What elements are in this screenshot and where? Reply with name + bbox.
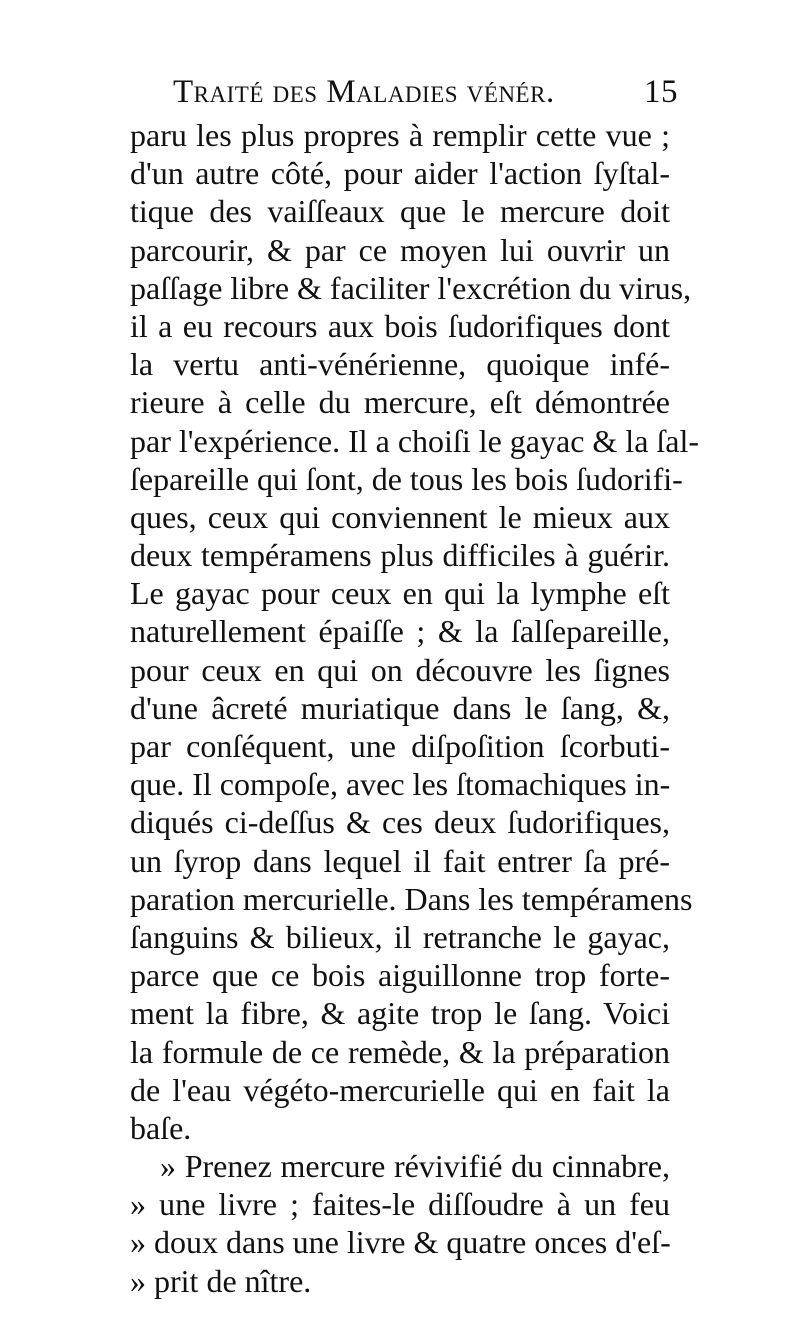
text-line: parcourir, & par ce moyen lui ouvrir un <box>130 231 670 268</box>
text-line: ſepareille qui ſont, de tous les bois ſudorifi- <box>130 460 683 497</box>
text-line: un ſyrop dans lequel il fait entrer ſa pré- <box>130 842 670 879</box>
text-line: d'une âcreté muriatique dans le ſang, &, <box>130 689 670 726</box>
text-line: deux tempéramens plus difficiles à guérir. <box>130 537 670 574</box>
text-line: paration mercurielle. Dans les tempéramens <box>130 880 693 917</box>
text-line: il a eu recours aux bois ſudorifiques dont <box>130 307 670 344</box>
text-line: par l'expérience. Il a choiſi le gayac & la ſal- <box>130 422 700 459</box>
text-line: paſſage libre & faciliter l'excrétion du virus, <box>130 269 692 306</box>
text-line: la formule de ce remède, & la préparation <box>130 1033 670 1070</box>
text-line: de l'eau végéto-mercurielle qui en fait la <box>130 1071 670 1108</box>
text-line: d'un autre côté, pour aider l'action ſyſtal- <box>130 155 670 192</box>
text-line: que. Il compoſe, avec les ſtomachiques in- <box>130 766 671 803</box>
text-line: la vertu anti-vénérienne, quoique infé- <box>130 346 670 383</box>
text-line: parce que ce bois aiguillonne trop forte- <box>130 957 670 994</box>
running-head-title: Traité des Maladies vénér. <box>173 74 555 110</box>
text-line: ment la fibre, & agite trop le ſang. Voici <box>130 995 670 1032</box>
running-head <box>173 74 678 114</box>
quote-line: » prit de nître. <box>130 1262 312 1299</box>
text-line: naturellement épaiſſe ; & la ſalſepareille, <box>130 613 670 650</box>
page-number: 15 <box>644 74 678 110</box>
text-line: diqués ci-deſſus & ces deux ſudorifiques, <box>130 804 670 841</box>
text-line: ſanguins & bilieux, il retranche le gayac, <box>130 918 670 955</box>
text-line: pour ceux en qui on découvre les ſignes <box>130 651 670 688</box>
text-line: tique des vaiſſeaux que le mercure doit <box>130 193 670 230</box>
text-line: baſe. <box>130 1109 192 1146</box>
text-line: rieure à celle du mercure, eſt démontrée <box>130 384 670 421</box>
quote-line: » une livre ; faites-le diſſoudre à un feu <box>130 1186 670 1223</box>
body-text <box>130 116 700 1300</box>
quote-line: » Prenez mercure révivifié du cinnabre, <box>160 1148 670 1185</box>
text-line: par conſéquent, une diſpoſition ſcorbuti- <box>130 728 670 764</box>
text-line: Le gayac pour ceux en qui la lymphe eſt <box>130 575 670 612</box>
quote-line: » doux dans une livre & quatre onces d'eſ- <box>130 1224 671 1261</box>
text-line: paru les plus propres à remplir cette vue ; <box>130 117 670 153</box>
text-line: ques, ceux qui conviennent le mieux aux <box>130 498 670 535</box>
